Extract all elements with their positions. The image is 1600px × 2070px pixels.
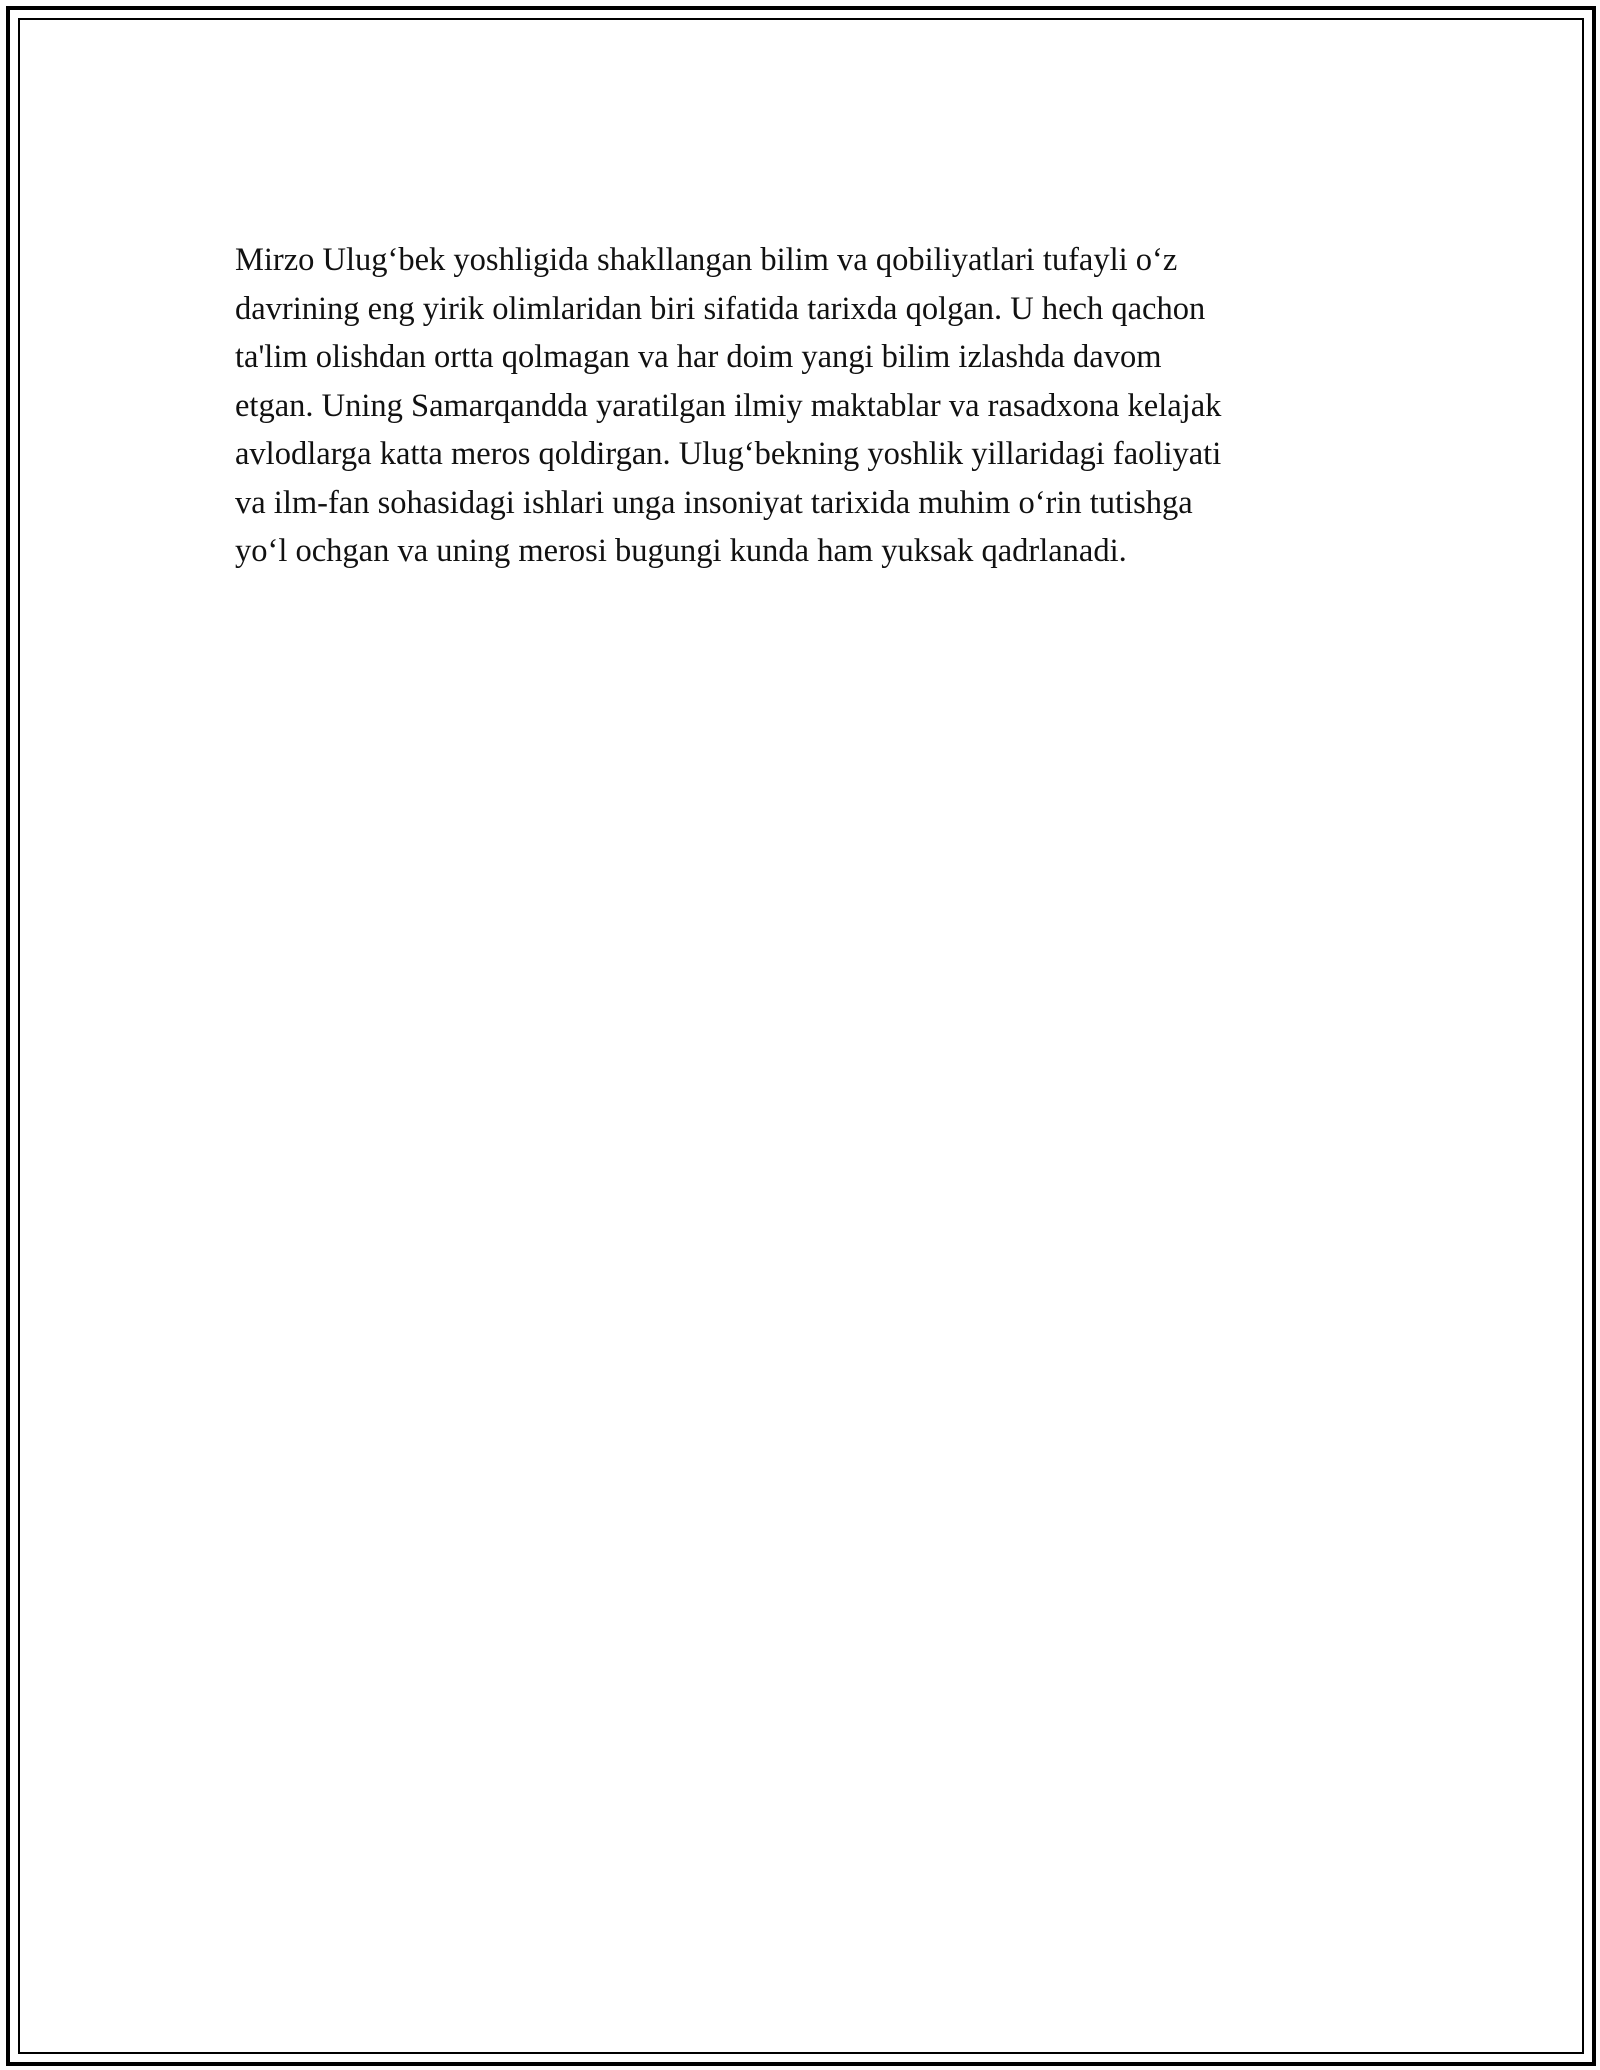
paragraph-line: etgan. Uning Samarqandda yaratilgan ilmiy maktablar va rasadxona kelajak (235, 387, 1222, 424)
paragraph-line: va ilm-fan sohasidagi ishlari unga insoniyat tarixida muhim o‘rin tutishga (235, 484, 1193, 521)
body-paragraph (235, 236, 1365, 576)
paragraph-line: davrining eng yirik olimlaridan biri sifatida tarixda qolgan. U hech qachon (235, 290, 1206, 327)
paragraph-line: yo‘l ochgan va uning merosi bugungi kunda ham yuksak qadrlanadi. (235, 533, 1127, 569)
paragraph-line: ta'lim olishdan ortta qolmagan va har doim yangi bilim izlashda davom (235, 339, 1162, 375)
paragraph-line: avlodlarga katta meros qoldirgan. Ulug‘bekning yoshlik yillaridagi faoliyati (235, 436, 1222, 472)
paragraph-line: Mirzo Ulug‘bek yoshligida shakllangan bilim va qobiliyatlari tufayli o‘z (235, 242, 1178, 278)
